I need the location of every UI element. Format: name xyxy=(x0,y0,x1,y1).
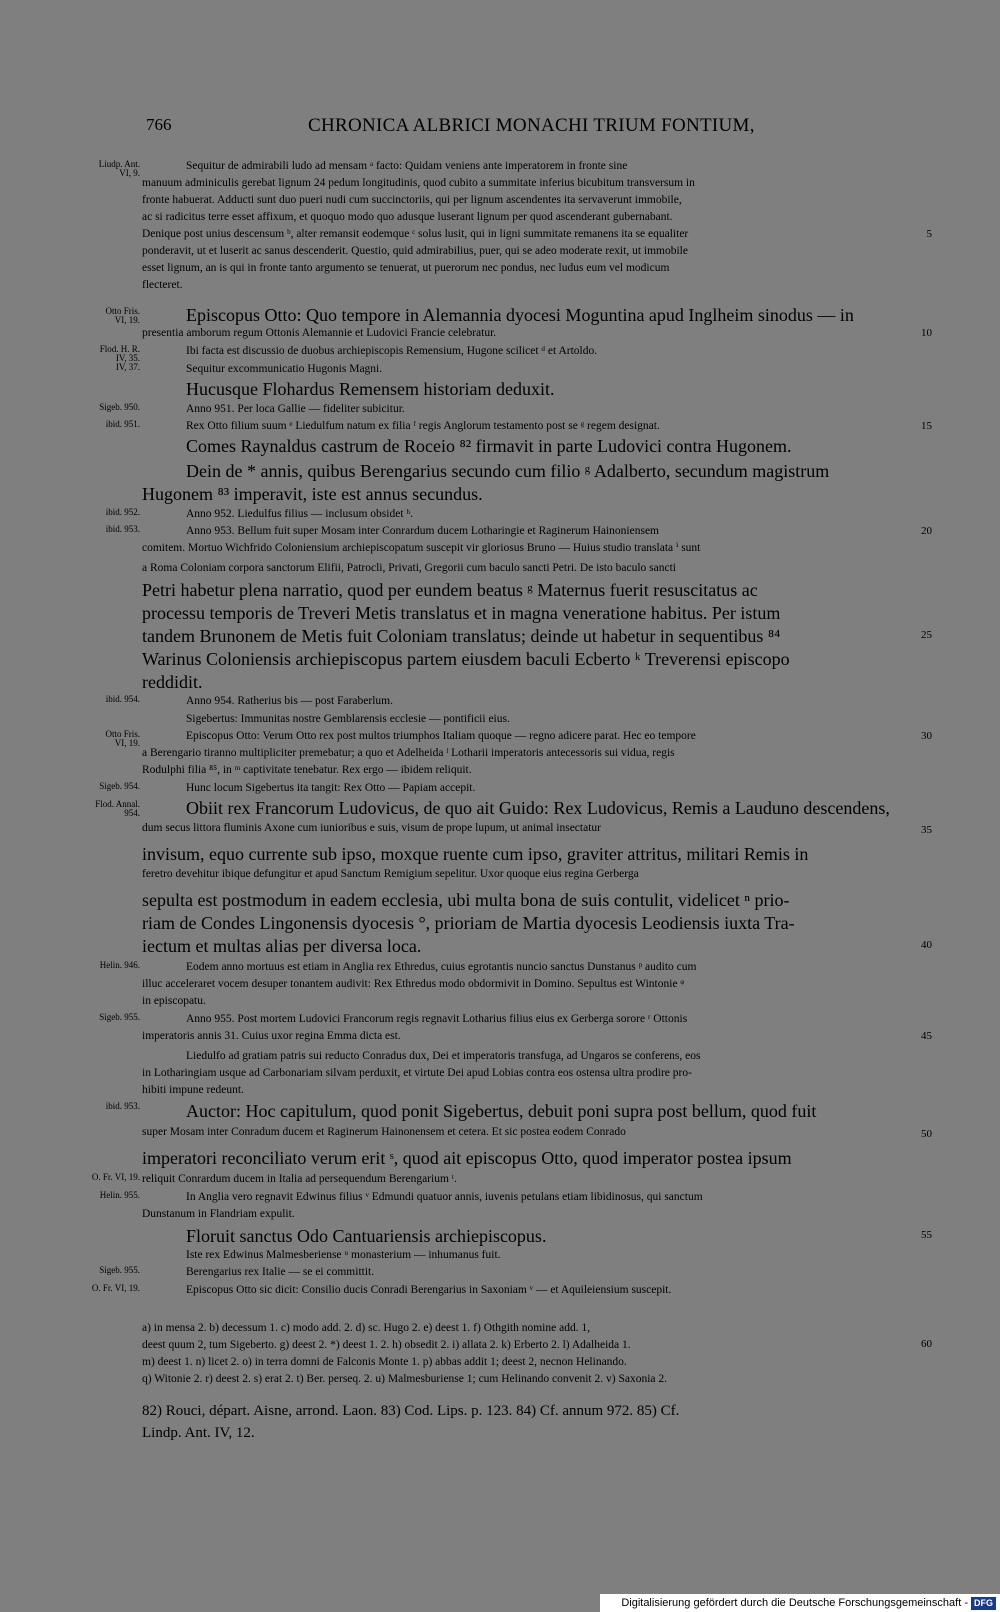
text-line: tandem Brunonem de Metis fuit Coloniam translatus; deinde ut habetur in sequentibus ⁸⁴ xyxy=(142,626,781,646)
text-line: Sigebertus: Immunitas nostre Gemblarensis ecclesie — pontificii eius. xyxy=(186,713,510,725)
text-line: invisum, equo currente sub ipso, moxque ruente cum ipso, graviter attritus, militari Remis in xyxy=(142,844,809,864)
margin-note: ibid. 952. xyxy=(105,507,140,517)
text-line: Ibi facta est discussio de duobus archiepiscopis Remensium, Hugone scilicet ᵈ et Artoldo. xyxy=(186,345,598,357)
text-line: Berengarius rex Italie — se ei committit. xyxy=(186,1266,375,1278)
text-line: Anno 953. Bellum fuit super Mosam inter Conrardum ducem Lotharingie et Raginerum Hainoniensem xyxy=(186,525,659,537)
text-line: Iste rex Edwinus Malmesberiense ᵘ monasterium — inhumanus fuit. xyxy=(186,1249,501,1261)
text-line: comitem. Mortuo Wichfrido Coloniensium archiepiscopatum suscepit vir gloriosus Bruno — Huius studio translata ⁱ sunt xyxy=(142,542,701,554)
text-line: presentia amborum regum Ottonis Alemannie et Ludovici Francie celebratur. xyxy=(142,327,497,339)
text-line: Auctor: Hoc capitulum, quod ponit Sigebertus, debuit poni supra post bellum, quod fuit xyxy=(186,1101,817,1121)
text-line: Hugonem ⁸³ imperavit, iste est annus secundus. xyxy=(142,484,483,504)
text-line: manuum adminiculis gerebat lignum 24 pedum longitudinis, quod cubito a summitate inferius bicubitum transversum in xyxy=(142,177,695,189)
text-line: sepulta est postmodum in eadem ecclesia, ubi multa bona de suis contulit, videlicet ⁿ prio- xyxy=(142,890,790,910)
text-line: fronte habuerat. Adducti sunt duo pueri nudi cum succinctoriis, qui per lignum ascendentes ita servaverunt immobile, xyxy=(142,194,682,206)
line-number: 10 xyxy=(921,327,932,339)
text-line: Episcopus Otto: Verum Otto rex post multos triumphos Italiam quoque — regno adicere parat. Hec eo tempore xyxy=(186,730,696,742)
margin-note: Liudp. Ant. VI, 9. xyxy=(98,159,140,178)
text-line: Rodulphi filia ⁸⁵, in ᵐ captivitate tenebatur. Rex ergo — ibidem reliquit. xyxy=(142,764,472,776)
text-line: Sequitur de admirabili ludo ad mensam ᵃ facto: Quidam veniens ante imperatorem in fronte sine xyxy=(186,160,628,172)
text-line: Eodem anno mortuus est etiam in Anglia rex Ethredus, cuius egrotantis nuncio sanctus Dunstanus ᵖ audito cum xyxy=(186,961,697,973)
text-line: a Roma Coloniam corpora sanctorum Elifii, Patrocli, Privati, Gregorii cum baculo sancti Petri. De isto baculo sancti xyxy=(142,562,676,574)
line-number: 35 xyxy=(921,824,932,836)
text-line: esset lignum, an is qui in fronte tanto argumento se tenuerat, ut puerorum nec pondus, nec ludus eum vel modicum xyxy=(142,262,670,274)
text-line: Dunstanum in Flandriam expulit. xyxy=(142,1208,295,1220)
margin-note: Flod. H. R. IV, 35. IV, 37. xyxy=(99,344,140,372)
text-line: Dein de * annis, quibus Berengarius secundo cum filio ᵍ Adalberto, secundum magistrum xyxy=(186,461,830,481)
text-line: reliquit Conrardum ducem in Italia ad persequendum Berengarium ᵗ. xyxy=(142,1173,457,1185)
text-line: Hucusque Flohardus Remensem historiam deduxit. xyxy=(186,379,555,399)
margin-note: Sigeb. 955. xyxy=(99,1012,140,1022)
text-line: Hunc locum Sigebertus ita tangit: Rex Otto — Papiam accepit. xyxy=(186,782,476,794)
margin-note: Sigeb. 955. xyxy=(99,1265,140,1275)
line-number: 60 xyxy=(921,1338,932,1350)
margin-note: Otto Fris. VI, 19. xyxy=(105,729,140,748)
text-line: Petri habetur plena narratio, quod per eundem beatus ᵍ Maternus fuerit resuscitatus ac xyxy=(142,580,758,600)
margin-note: Flod. Annal. 954. xyxy=(95,799,140,818)
text-line: Anno 954. Ratherius bis — post Faraberlum. xyxy=(186,695,393,707)
text-line: Floruit sanctus Odo Cantuariensis archiepiscopus. xyxy=(186,1226,547,1246)
margin-note: ibid. 954. xyxy=(105,694,140,704)
text-line: In Anglia vero regnavit Edwinus filius ᵛ Edmundi quatuor annis, iuvenis petulans etiam libidinosus, qui sanctum xyxy=(186,1191,703,1203)
footer-text: Digitalisierung gefördert durch die Deutsche Forschungsgemeinschaft - xyxy=(621,1597,968,1609)
margin-note: ibid. 953. xyxy=(105,524,140,534)
line-number: 50 xyxy=(921,1128,932,1140)
text-line: a Berengario tiranno multipliciter premebatur; a quo et Adelheida ˡ Lotharii imperatoris antecessoris sui vidua, regis xyxy=(142,747,675,759)
text-line: Rex Otto filium suum ᵉ Liedulfum natum ex filia ᶠ regis Anglorum testamento post se ᵍ regem designat. xyxy=(186,420,660,432)
text-line: riam de Condes Lingonensis dyocesis °, prioriam de Martia dyocesis Leodiensis iuxta Tra- xyxy=(142,913,795,933)
text-line: dum secus littora fluminis Axone cum iunioribus e suis, visum de prope lupum, ut animal insectatur xyxy=(142,822,601,834)
footnote-line: q) Witonie 2. r) deest 2. s) erat 2. t) Ber. perseq. 2. u) Malmesburiense 1; cum Helinando convenit 2. v) Saxonia 2. xyxy=(142,1373,668,1385)
text-line: Denique post unius descensum ᵇ, alter remansit eodemque ᶜ solus lusit, qui in ligni summitate remanens ita se equaliter xyxy=(142,228,689,240)
line-number: 40 xyxy=(921,939,932,951)
line-number: 30 xyxy=(921,730,932,742)
margin-note: ibid. 953. xyxy=(105,1101,140,1111)
margin-note: O. Fr. VI, 19. xyxy=(91,1283,140,1293)
text-line: in Lotharingiam usque ad Carbonariam silvam perduxit, et virtute Dei apud Lobias contra eos ostensa ultra prodire pro- xyxy=(142,1067,692,1079)
footnote-line: a) in mensa 2. b) decessum 1. c) modo add. 2. d) sc. Hugo 2. e) deest 1. f) Othgith nomine add. 1, xyxy=(142,1322,591,1334)
text-line: flecteret. xyxy=(142,279,183,291)
text-line: Liedulfo ad gratiam patris sui reducto Conradus dux, Dei et imperatoris transfuga, ad Ungaros se conferens, eos xyxy=(186,1050,701,1062)
text-line: iectum et multas alias per diversa loca. xyxy=(142,936,422,956)
page-number: 766 xyxy=(146,115,172,134)
text-line: Anno 955. Post mortem Ludovici Francorum regis regnavit Lotharius filius eius ex Gerberga sorore ʳ Ottonis xyxy=(186,1013,688,1025)
text-line: Comes Raynaldus castrum de Roceio ⁸² firmavit in parte Ludovici contra Hugonem. xyxy=(186,436,792,456)
margin-note: Helin. 955. xyxy=(99,1190,140,1200)
text-line: Episcopus Otto sic dicit: Consilio ducis Conradi Berengarius in Saxoniam ᵛ — et Aquileiensium suscepit. xyxy=(186,1284,672,1296)
editor-note-line: 82) Rouci, départ. Aisne, arrond. Laon. 83) Cod. Lips. p. 123. 84) Cf. annum 972. 85) Cf. xyxy=(142,1403,680,1419)
text-line: Sequitur excommunicatio Hugonis Magni. xyxy=(186,363,383,375)
dfg-logo-icon: DFG xyxy=(971,1597,996,1610)
text-line: super Mosam inter Conradum ducem et Raginerum Hainonensem et cetera. Et sic postea eodem Conrado xyxy=(142,1126,626,1138)
footnote-line: m) deest 1. n) licet 2. o) in terra domni de Falconis Monte 1. p) abbas addit 1; deest 2, necnon Helinando. xyxy=(142,1356,627,1368)
text-line: Anno 951. Per loca Gallie — fideliter subicitur. xyxy=(186,403,405,415)
digitization-footer xyxy=(600,1594,1000,1612)
line-number: 55 xyxy=(921,1229,932,1241)
editor-note-line: Lindp. Ant. IV, 12. xyxy=(142,1425,255,1441)
text-line: imperatori reconciliato verum erit ˢ, quod ait episcopus Otto, quod imperator postea ipsum xyxy=(142,1148,792,1168)
text-line: ponderavit, ut et luserit ac sanus descenderit. Questio, quid admirabilius, puer, qui se adeo moderate rexit, ut immobile xyxy=(142,245,688,257)
text-line: reddidit. xyxy=(142,672,203,692)
footnote-line: deest quum 2, tum Sigeberto. g) deest 2. *) deest 1. 2. h) obsedit 2. i) allata 2. k) Erberto 2. l) Adalheida 1. xyxy=(142,1339,631,1351)
line-number: 5 xyxy=(926,228,932,240)
text-line: ac si radicitus terre esset affixum, et quoquo modo quo adusque luserant lignum per quod ascenderant gubernabant. xyxy=(142,211,673,223)
text-line: Episcopus Otto: Quo tempore in Alemannia dyocesi Moguntina apud Inglheim sinodus — in xyxy=(186,305,854,325)
text-line: illuc acceleraret vocem desuper tonantem audivit: Rex Ethredus modo obdormivit in Domino. Sepultus est Wintonie ᵠ xyxy=(142,978,685,990)
margin-note: Sigeb. 954. xyxy=(99,781,140,791)
text-line: Anno 952. Liedulfus filius — inclusum obsidet ʰ. xyxy=(186,508,413,520)
margin-note: Helin. 946. xyxy=(99,960,140,970)
text-line: Warinus Coloniensis archiepiscopus partem eiusdem baculi Ecberto ᵏ Treverensi episcopo xyxy=(142,649,790,669)
margin-note: ibid. 951. xyxy=(105,419,140,429)
line-number: 20 xyxy=(921,525,932,537)
running-title: CHRONICA ALBRICI MONACHI TRIUM FONTIUM, xyxy=(308,115,755,136)
text-line: Obiit rex Francorum Ludovicus, de quo ait Guido: Rex Ludovicus, Remis a Lauduno descendens, xyxy=(186,798,890,818)
text-line: hibiti impune redeunt. xyxy=(142,1084,244,1096)
text-line: feretro devehitur ibique defungitur et apud Sanctum Remigium sepelitur. Uxor quoque eius regina Gerberga xyxy=(142,868,639,880)
margin-note: Sigeb. 950. xyxy=(99,402,140,412)
text-line: processu temporis de Treveri Metis translatus et in magna veneratione habitus. Per istum xyxy=(142,603,781,623)
margin-note: O. Fr. VI, 19. xyxy=(91,1172,140,1182)
margin-note: Otto Fris. VI, 19. xyxy=(105,306,140,325)
text-line: imperatoris annis 31. Cuius uxor regina Emma dicta est. xyxy=(142,1030,401,1042)
line-number: 15 xyxy=(921,420,932,432)
line-number: 45 xyxy=(921,1030,932,1042)
text-line: in episcopatu. xyxy=(142,995,206,1007)
line-number: 25 xyxy=(921,629,932,641)
